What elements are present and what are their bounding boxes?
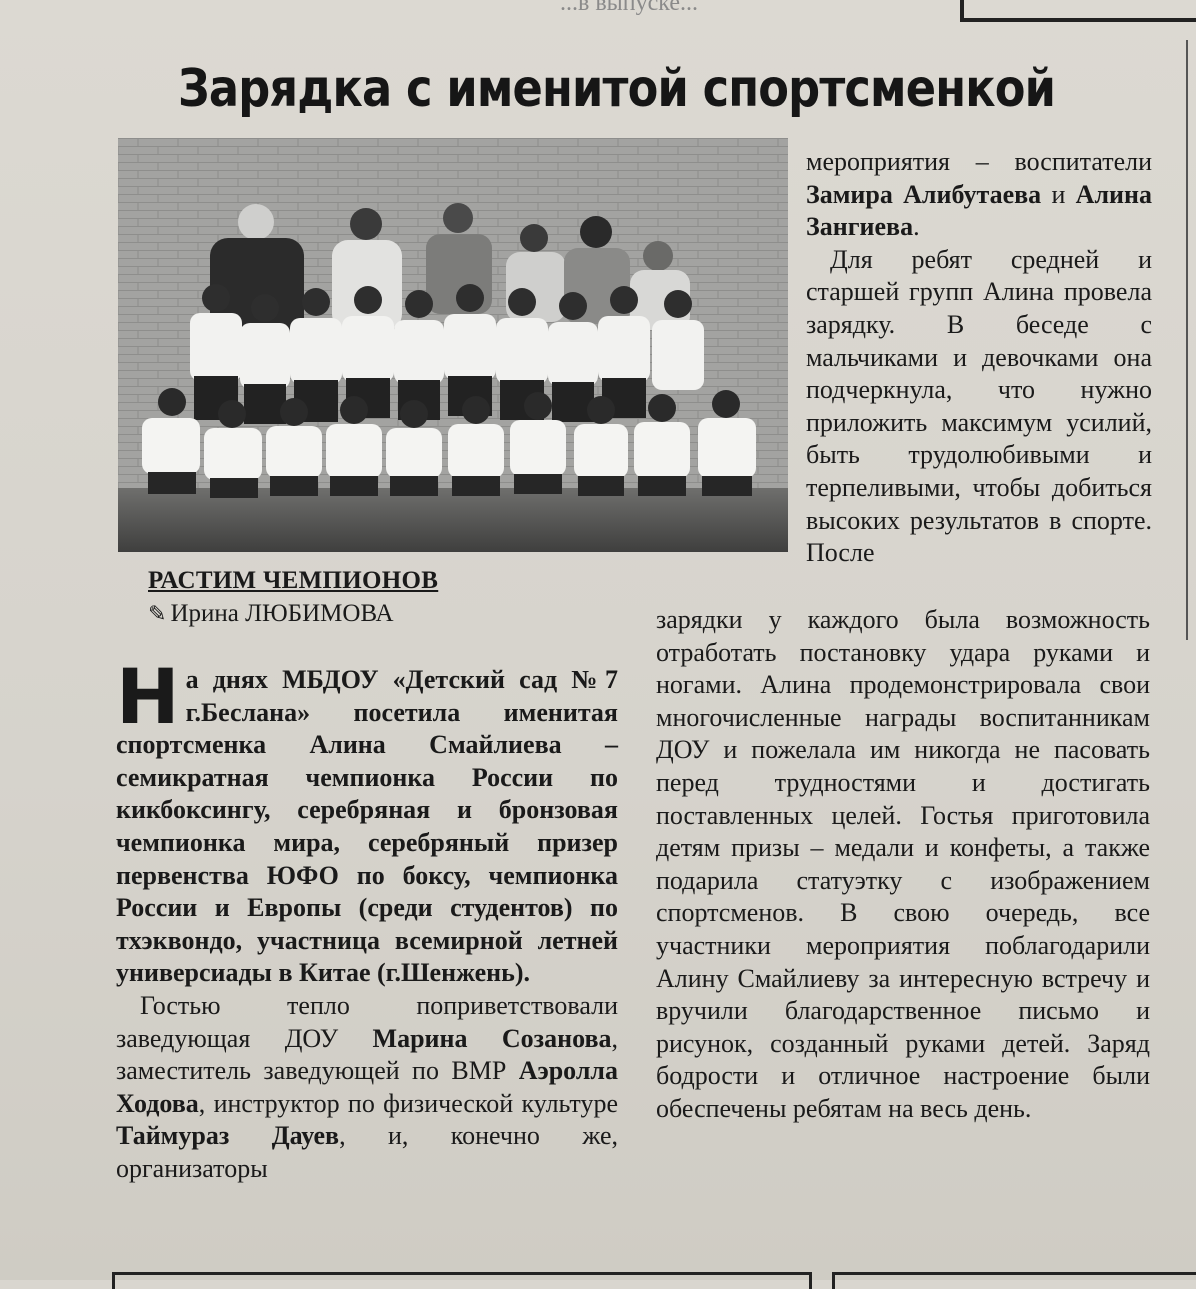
paragraph: зарядки у каждого была возможность отработать постановку удара руками и ногами. Алина продемонстрировала свои многочисленные награды воспитанникам ДОУ и пожелала им никогда не пасовать перед трудностями и достигать поставленных целей. Гостья приготовила детям призы – медали и конфеты, а также подарила статуэтку с изображением спортсменов. В свою очередь, все участники мероприятия поблагодарили Алину Смайлиеву за интересную встречу и вручили благодарственное письмо и рисунок, созданный руками детей. Заряд бодрости и отличное настроение были обеспечены ребятам на весь день. (656, 605, 1150, 1123)
top-rule (0, 0, 1196, 22)
column-right-bottom (656, 604, 1150, 1126)
text: , и, конечно же, организаторы (116, 1121, 618, 1183)
page-edge-rule (1186, 40, 1188, 640)
text: Гостью тепло поприветствовали заведующая ДОУ (116, 990, 618, 1053)
top-horizontal-rule (964, 18, 1196, 22)
group-photo (118, 138, 788, 552)
next-article-frame-right (832, 1272, 1196, 1289)
name-sozanova: Марина Созанова (372, 1023, 612, 1053)
top-fragment: ...в выпуске... (560, 0, 698, 16)
group-photo-illustration (118, 138, 788, 552)
column-right-top (806, 146, 1152, 570)
name-dauev: Таймураз Дауев (116, 1121, 340, 1151)
drop-cap: Н (116, 652, 180, 741)
headline: Зарядка с именитой спортсменкой (178, 59, 1056, 119)
pencil-icon: ✎ (148, 602, 167, 627)
name-zamira: Замира Алибутаева (806, 179, 1042, 209)
lead-paragraph (116, 652, 618, 990)
text: мероприятия – воспитатели (806, 147, 1152, 176)
rubric: РАСТИМ ЧЕМПИОНОВ (148, 567, 439, 594)
text: , заместитель заведующей по ВМР (116, 1023, 618, 1086)
name-khodova: Аэролла Ходова (116, 1056, 618, 1118)
lead-text: а днях МБДОУ «Детский сад №7 г.Беслана» посетила именитая спортсменка Алина Смайлиева – семикратная чемпионка России по кикбоксингу, серебряная и бронзовая чемпионка мира, серебряный призер первенства ЮФО по боксу, чемпионка России и Европы (среди студентов) по тхэквондо, участница всемирной летней универсиады в Китае (г.Шенжень). (116, 665, 618, 988)
next-article-frame-left (112, 1272, 812, 1289)
column-left (116, 652, 618, 1186)
text: . (913, 212, 920, 242)
author-name: Ирина ЛЮБИМОВА (170, 600, 394, 627)
paragraph: Для ребят средней и старшей групп Алина провела зарядку. В беседе с мальчиками и девочками она подчеркнула, что нужно приложить максимум усилий, быть трудолюбивыми и терпеливыми, чтобы добиться высоких результатов в спорте. После (806, 244, 1152, 568)
text: и (1041, 179, 1076, 209)
name-alina-zangieva: Алина Зангиева (806, 179, 1152, 242)
author-line (148, 600, 394, 628)
text: , инструктор по физической культуре (198, 1088, 618, 1118)
